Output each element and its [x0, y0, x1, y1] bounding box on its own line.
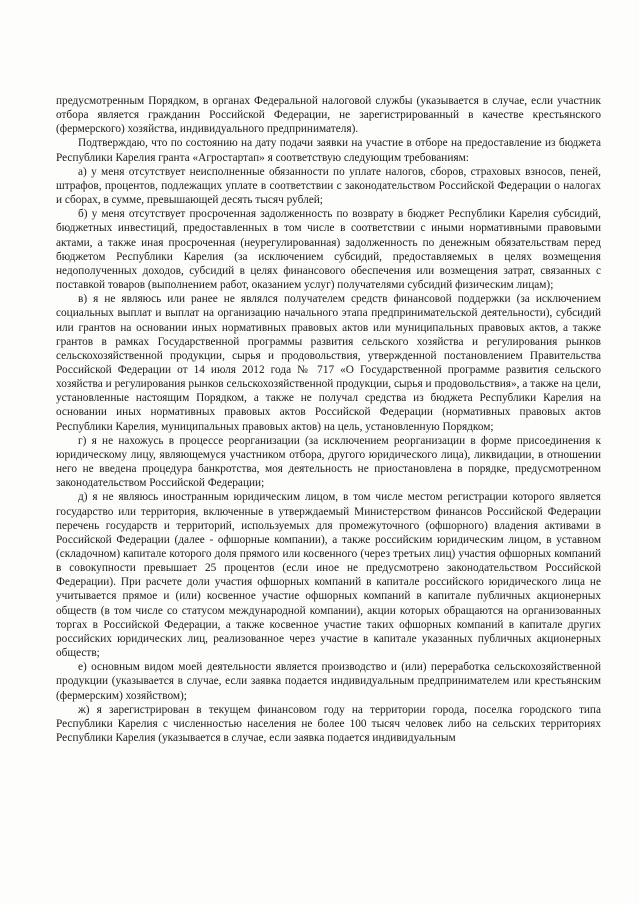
paragraph-item-g: г) я не нахожусь в процессе реорганизации (за исключением реорганизации в форме присоединения к юридическому лицу, являющемуся участником отбора, другого юридического лица), ликвидации, в отношении него не введена процедура банкротства, моя деятельность не приостановлена в порядке, предусмотренном законодательством Российской Федерации;: [56, 434, 601, 490]
paragraph-item-a: а) у меня отсутствует неисполненные обязанности по уплате налогов, сборов, страховых взносов, пеней, штрафов, процентов, подлежащих уплате в соответствии с законодательством Российской Федерации о налогах и сборах, в сумме, превышающей десять тысяч рублей;: [56, 165, 601, 207]
paragraph-item-d: д) я не являюсь иностранным юридическим лицом, в том числе местом регистрации которого является государство или территория, включенные в утверждаемый Министерством финансов Российской Федерации перечень государств и территорий, используемых для промежуточного (офшорного) владения активами в Российской Федерации (далее - офшорные компании), а также российским юридическим лицом, в уставном (складочном) капитале которого доля прямого или косвенного (через третьих лиц) участия офшорных компаний в совокупности превышает 25 процентов (если иное не предусмотрено законодательством Российской Федерации). При расчете доли участия офшорных компаний в капитале российского юридического лица не учитывается прямое и (или) косвенное участие офшорных компаний в капитале публичных акционерных обществ (в том числе со статусом международной компании), акции которых обращаются на организованных торгах в Российской Федерации, а также косвенное участие таких офшорных компаний в капитале других российских юридических лиц, реализованное через участие в капитале указанных публичных акционерных обществ;: [56, 491, 601, 660]
paragraph-item-e: е) основным видом моей деятельности является производство и (или) переработка сельскохозяйственной продукции (указывается в случае, если заявка подается индивидуальным предпринимателем или крестьянским (фермерским) хозяйством);: [56, 661, 601, 702]
paragraph-continuation: предусмотренным Порядком, в органах Федеральной налоговой службы (указывается в случае, если участник отбора является гражданин Российской Федерации, не зарегистрированный в качестве крестьянского (фермерского) хозяйства, индивидуального предпринимателя).: [56, 95, 601, 136]
paragraph-confirmation: Подтверждаю, что по состоянию на дату подачи заявки на участие в отборе на предоставление из бюджета Республики Карелия гранта «Агростартап» я соответствую следующим требованиям:: [56, 137, 601, 164]
paragraph-item-v: в) я не являюсь или ранее не являлся получателем средств финансовой поддержки (за исключением социальных выплат и выплат на организацию начального этапа предпринимательской деятельности), субсидий или грантов на основании иных нормативных правовых актов или муниципальных правовых актов, а также грантов в рамках Государственной программы развития сельского хозяйства и регулирования рынков сельскохозяйственной продукции, сырья и продовольствия, утвержденной постановлением Правительства Российской Федерации от 14 июля 2012 года № 717 «О Государственной программе развития сельского хозяйства и регулирования рынков сельскохозяйственной продукции, сырья и продовольствия», а также на цели, установленные настоящим Порядком, а также не получал средства из бюджета Республики Карелия на основании иных нормативных правовых актов Российской Федерации (нормативных правовых актов Республики Карелия, муниципальных правовых актов) на цель, установленную Порядком;: [56, 293, 601, 433]
paragraph-item-b: б) у меня отсутствует просроченная задолженность по возврату в бюджет Республики Карелия субсидий, бюджетных инвестиций, предоставленных в том числе в соответствии с иными нормативными правовыми актами, а также иная просроченная (неурегулированная) задолженность по денежным обязательствам перед бюджетом Республики Карелия (за исключением субсидий, предоставляемых в целях возмещения недополученных доходов, субсидий в целях финансового обеспечения или возмещения затрат, связанных с поставкой товаров (выполнением работ, оказанием услуг) получателями субсидий физическим лицам);: [56, 208, 601, 292]
paragraph-item-zh: ж) я зарегистрирован в текущем финансовом году на территории города, поселка городского типа Республики Карелия с численностью населения не более 100 тысяч человек либо на сельских территориях Республики Карелия (указывается в случае, если заявка подается индивидуальным: [56, 703, 601, 745]
